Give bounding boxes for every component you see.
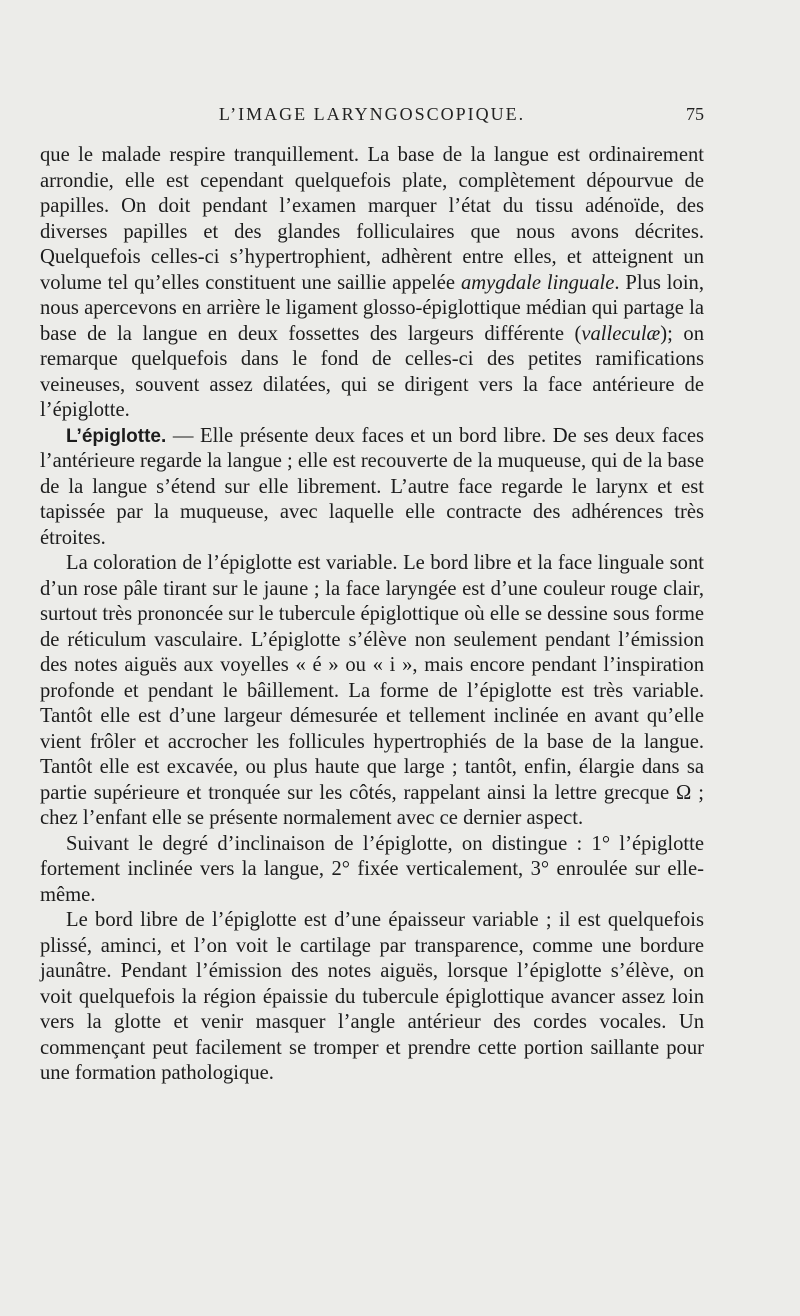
text-segment: La coloration de l’épiglotte est variable. Le bord libre et la face linguale sont d’un rose pâle tirant sur le jaune ; la face laryngée est d’une couleur rouge clair, surtout très prononcée sur le tubercule épiglottique où elle se dessine sous forme de réticulum vasculaire. L’épiglotte s’élève non seulement pendant l’émission des notes aiguës aux voyelles « é » ou « i », mais encore pendant l’inspiration profonde et pendant le bâillement. La forme de l’épiglotte est très variable. Tantôt elle est d’une largeur démesurée et tellement inclinée en avant qu’elle vient frôler et accrocher les follicules hypertrophiés de la base de la langue. Tantôt elle est excavée, ou plus haute que large ; tantôt, enfin, élargie dans sa partie supérieure et tronquée sur les côtés, rappelant ainsi la lettre grecque Ω ; chez l’enfant elle se présente normalement avec ce dernier aspect. <box>40 552 704 829</box>
text-segment: — Elle présente deux faces et un bord libre. De ses deux faces l’antérieure regarde la langue ; elle est recouverte de la muqueuse, qui de la base de la langue s’étend sur elle librement. L’autre face regarde le larynx et est tapissée par la muqueuse, avec laquelle elle contracte des adhérences très étroites. <box>40 424 704 549</box>
page-header <box>40 104 704 134</box>
italic-term-valleculae: valleculæ <box>581 322 661 345</box>
paragraph-3 <box>40 551 704 832</box>
text-segment: . Plus loin, nous apercevons en arrière le ligament glosso-épiglottique médian qui partage la base de la langue en deux fossettes des largeurs différente ( <box>40 271 704 345</box>
page-number: 75 <box>686 104 704 124</box>
body-text <box>40 143 704 1087</box>
text-segment: Le bord libre de l’épiglotte est d’une épaisseur variable ; il est quelquefois plissé, aminci, et l’on voit le cartilage par transparence, comme une bordure jaunâtre. Pendant l’émission des notes aiguës, lorsque l’épiglotte s’élève, on voit quelquefois la région épaissie du tubercule épiglottique avancer assez loin vers la glotte et venir masquer l’angle antérieur des cordes vocales. Un commençant peut facilement se tromper et prendre cette portion saillante pour une formation pathologique. <box>40 909 704 1084</box>
text-segment: Suivant le degré d’inclinaison de l’épiglotte, on distingue : 1° l’épiglotte fortement inclinée vers la langue, 2° fixée verticalement, 3° enroulée sur elle-même. <box>40 832 704 906</box>
italic-term-amygdale-linguale: amygdale linguale <box>460 271 615 294</box>
paragraph-5 <box>40 908 704 1087</box>
section-heading-epiglotte: L’épiglotte. <box>66 425 167 447</box>
paragraph-2 <box>40 424 704 552</box>
running-title: L’IMAGE LARYNGOSCOPIQUE. <box>218 104 526 124</box>
text-segment: que le malade respire tranquillement. La base de la langue est ordinairement arrondie, elle est cependant quelquefois plate, complètement dépourvue de papilles. On doit pendant l’examen marquer l’état du tissu adénoïde, des diverses papilles et des glandes folliculaires que nous avons décrites. Quelquefois celles-ci s’hypertrophient, adhèrent entre elles, et atteignent un volume tel qu’elles constituent une saillie appelée <box>40 144 704 294</box>
paragraph-1 <box>40 143 704 424</box>
paragraph-4 <box>40 832 704 909</box>
text-segment: ); on remarque quelquefois dans le fond de celles-ci des petites ramifications veineuses, souvent assez dilatées, qui se dirigent vers la face antérieure de l’épiglotte. <box>40 322 704 421</box>
